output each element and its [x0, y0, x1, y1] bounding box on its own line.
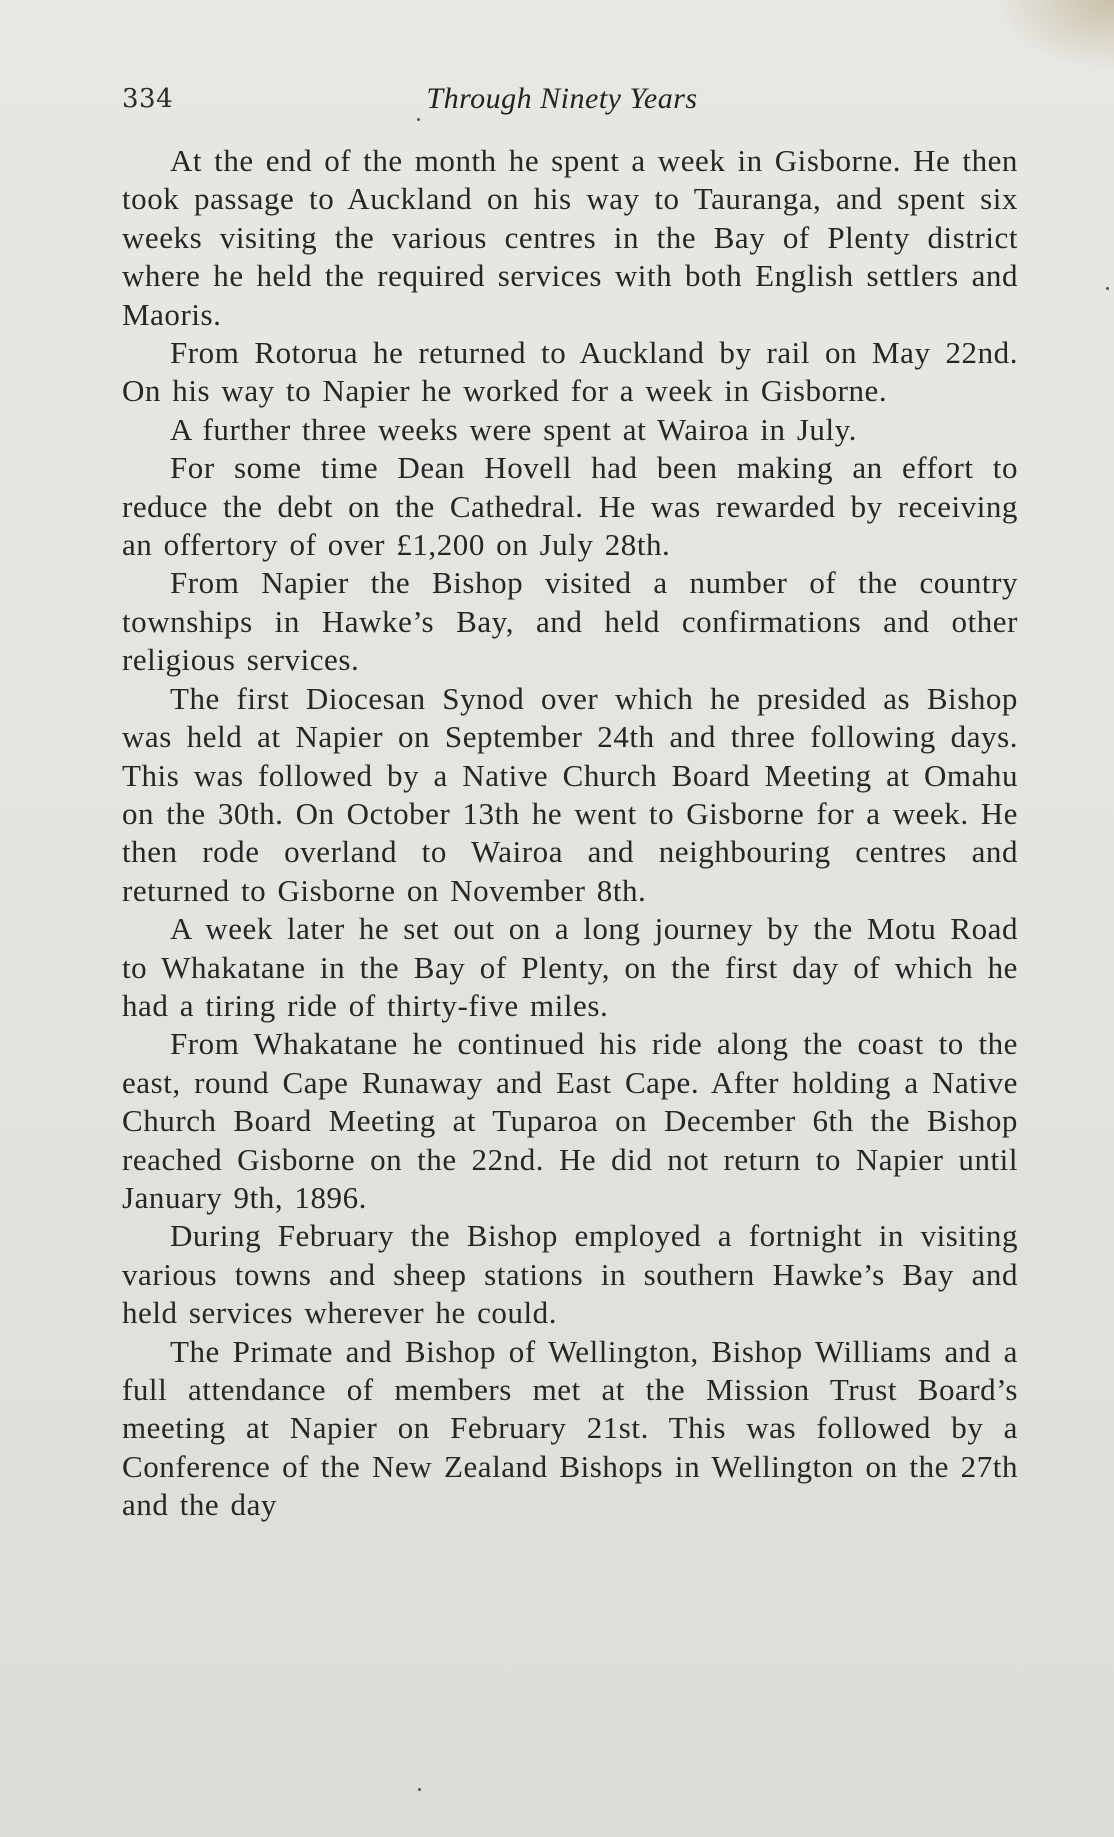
- paragraph-5: From Napier the Bishop visited a number of the country townships in Hawke’s Bay, and held confirmations and other religious services.: [122, 565, 1018, 678]
- paragraph-7: A week later he set out on a long journey by the Motu Road to Whakatane in the Bay of Plenty, on the first day of which he had a tiring ride of thirty-five miles.: [122, 911, 1018, 1023]
- page-header: [122, 80, 1002, 124]
- paragraph-8: From Whakatane he continued his ride along the coast to the east, round Cape Runaway and East Cape. After holding a Native Church Board Meeting at Tuparoa on December 6th the Bishop reached Gisborne on the 22nd. He did not return to Napier until January 9th, 1896.: [122, 1026, 1018, 1215]
- paragraph-3: A further three weeks were spent at Wairoa in July.: [170, 411, 857, 447]
- print-speck: [417, 118, 420, 121]
- paragraph-9: During February the Bishop employed a fortnight in visiting various towns and sheep stations in southern Hawke’s Bay and held services wherever he could.: [122, 1218, 1018, 1331]
- paragraph-1: At the end of the month he spent a week in Gisborne. He then took passage to Auckland on his way to Tauranga, and spent six weeks visiting the various centres in the Bay of Plenty district where he held the required services with both English settlers and Maoris.: [122, 143, 1018, 332]
- print-speck: [1106, 287, 1109, 290]
- page-corner-shading: [994, 0, 1114, 70]
- body-text: [122, 142, 1018, 1772]
- print-speck: [418, 1788, 421, 1791]
- page-number: 334: [122, 84, 174, 114]
- running-title: Through Ninety Years: [426, 82, 698, 115]
- paragraph-4: For some time Dean Hovell had been making an effort to reduce the debt on the Cathedral. He was rewarded by receiving an offertory of over £1,200 on July 28th.: [122, 450, 1018, 563]
- paragraph-6: The first Diocesan Synod over which he presided as Bishop was held at Napier on September 24th and three following days. This was followed by a Native Church Board Meeting at Omahu on the 30th. On October 13th he went to Gisborne for a week. He then rode overland to Wairoa and neighbouring centres and returned to Gisborne on November 8th.: [122, 680, 1018, 908]
- paragraph-2: From Rotorua he returned to Auckland by rail on May 22nd. On his way to Napier he worked for a week in Gisborne.: [122, 335, 1018, 409]
- paragraph-10: The Primate and Bishop of Wellington, Bishop Williams and a full attendance of members met at the Mission Trust Board’s meeting at Napier on February 21st. This was followed by a Conference of the New Zealand Bishops in Wellington on the 27th and the day: [122, 1333, 1018, 1523]
